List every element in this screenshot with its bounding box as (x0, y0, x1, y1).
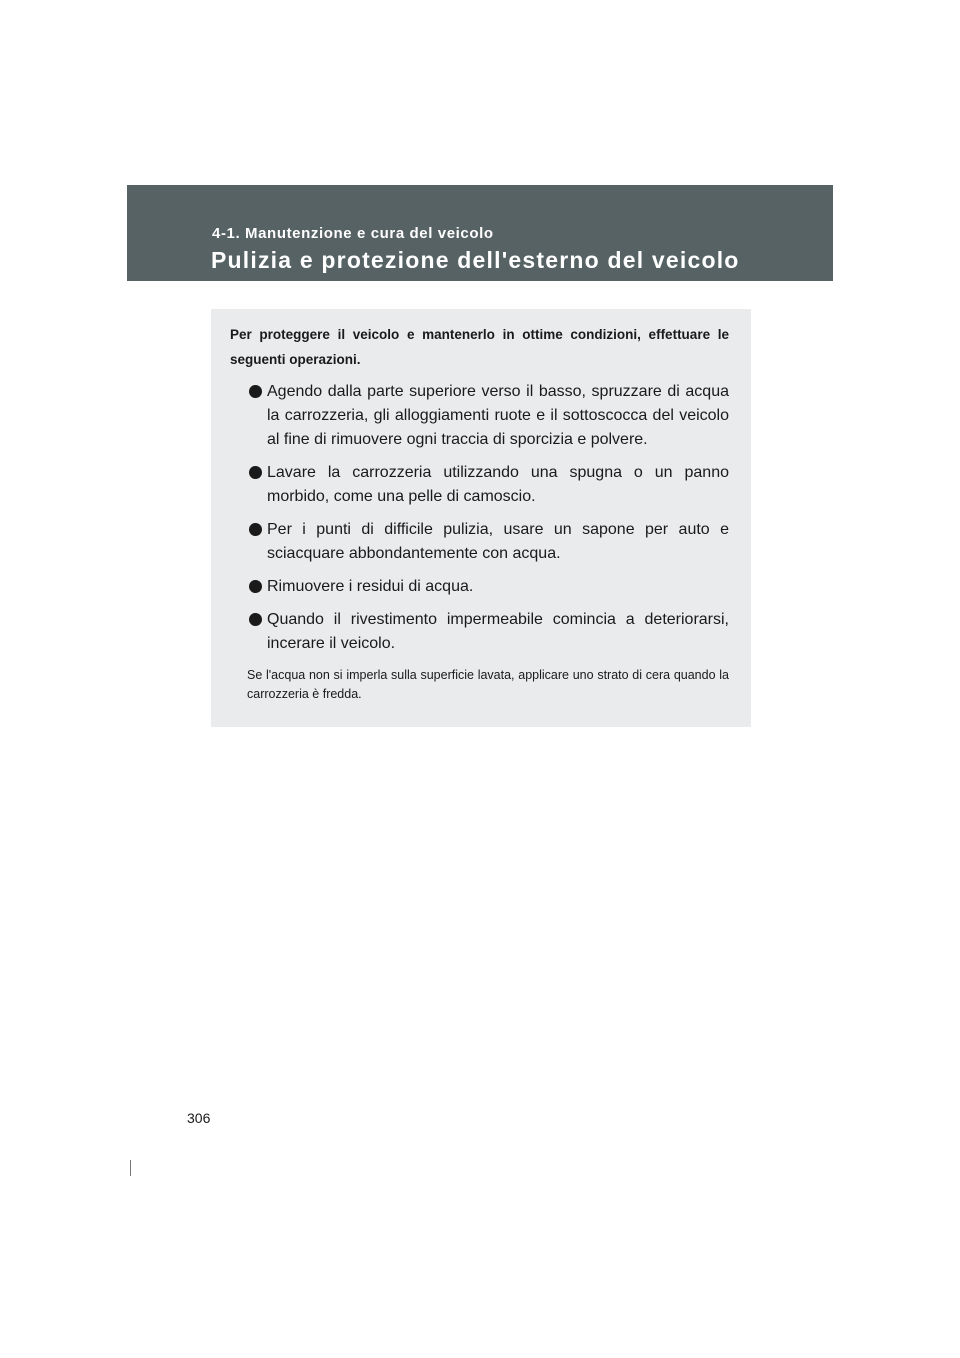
list-item (230, 608, 729, 656)
section-label: 4-1. Manutenzione e cura del veicolo (212, 225, 494, 242)
list-item (230, 461, 729, 509)
list-item (230, 518, 729, 566)
bullet-icon (249, 466, 262, 479)
list-item-text: Lavare la carrozzeria utilizzando una spugna o un panno morbido, come una pelle di camoscio. (267, 464, 729, 505)
intro-text: Per proteggere il veicolo e mantenerlo in ottime condizioni, effettuare le seguenti operazioni. (230, 327, 729, 367)
page-number: 306 (187, 1110, 211, 1126)
bullet-list (230, 380, 729, 656)
bullet-icon (249, 385, 262, 398)
content-box (211, 309, 751, 727)
page-title: Pulizia e protezione dell'esterno del veicolo (211, 247, 740, 273)
list-item (230, 575, 729, 599)
list-item-text: Quando il rivestimento impermeabile comincia a deteriorarsi, incerare il veicolo. (267, 611, 729, 652)
list-item (230, 380, 729, 452)
list-item-text: Per i punti di difficile pulizia, usare un sapone per auto e sciacquare abbondantemente con acqua. (267, 521, 729, 562)
list-item-text: Agendo dalla parte superiore verso il basso, spruzzare di acqua la carrozzeria, gli alloggiamenti ruote e il sottoscocca del veicolo al fine di rimuovere ogni traccia di sporcizia e polvere. (267, 383, 729, 448)
section-header (127, 185, 833, 281)
note-text: Se l'acqua non si imperla sulla superficie lavata, applicare uno strato di cera quando la carrozzeria è fredda. (247, 668, 729, 701)
margin-mark (130, 1160, 131, 1176)
bullet-icon (249, 580, 262, 593)
bullet-icon (249, 523, 262, 536)
bullet-icon (249, 613, 262, 626)
list-item-text: Rimuovere i residui di acqua. (267, 578, 474, 595)
